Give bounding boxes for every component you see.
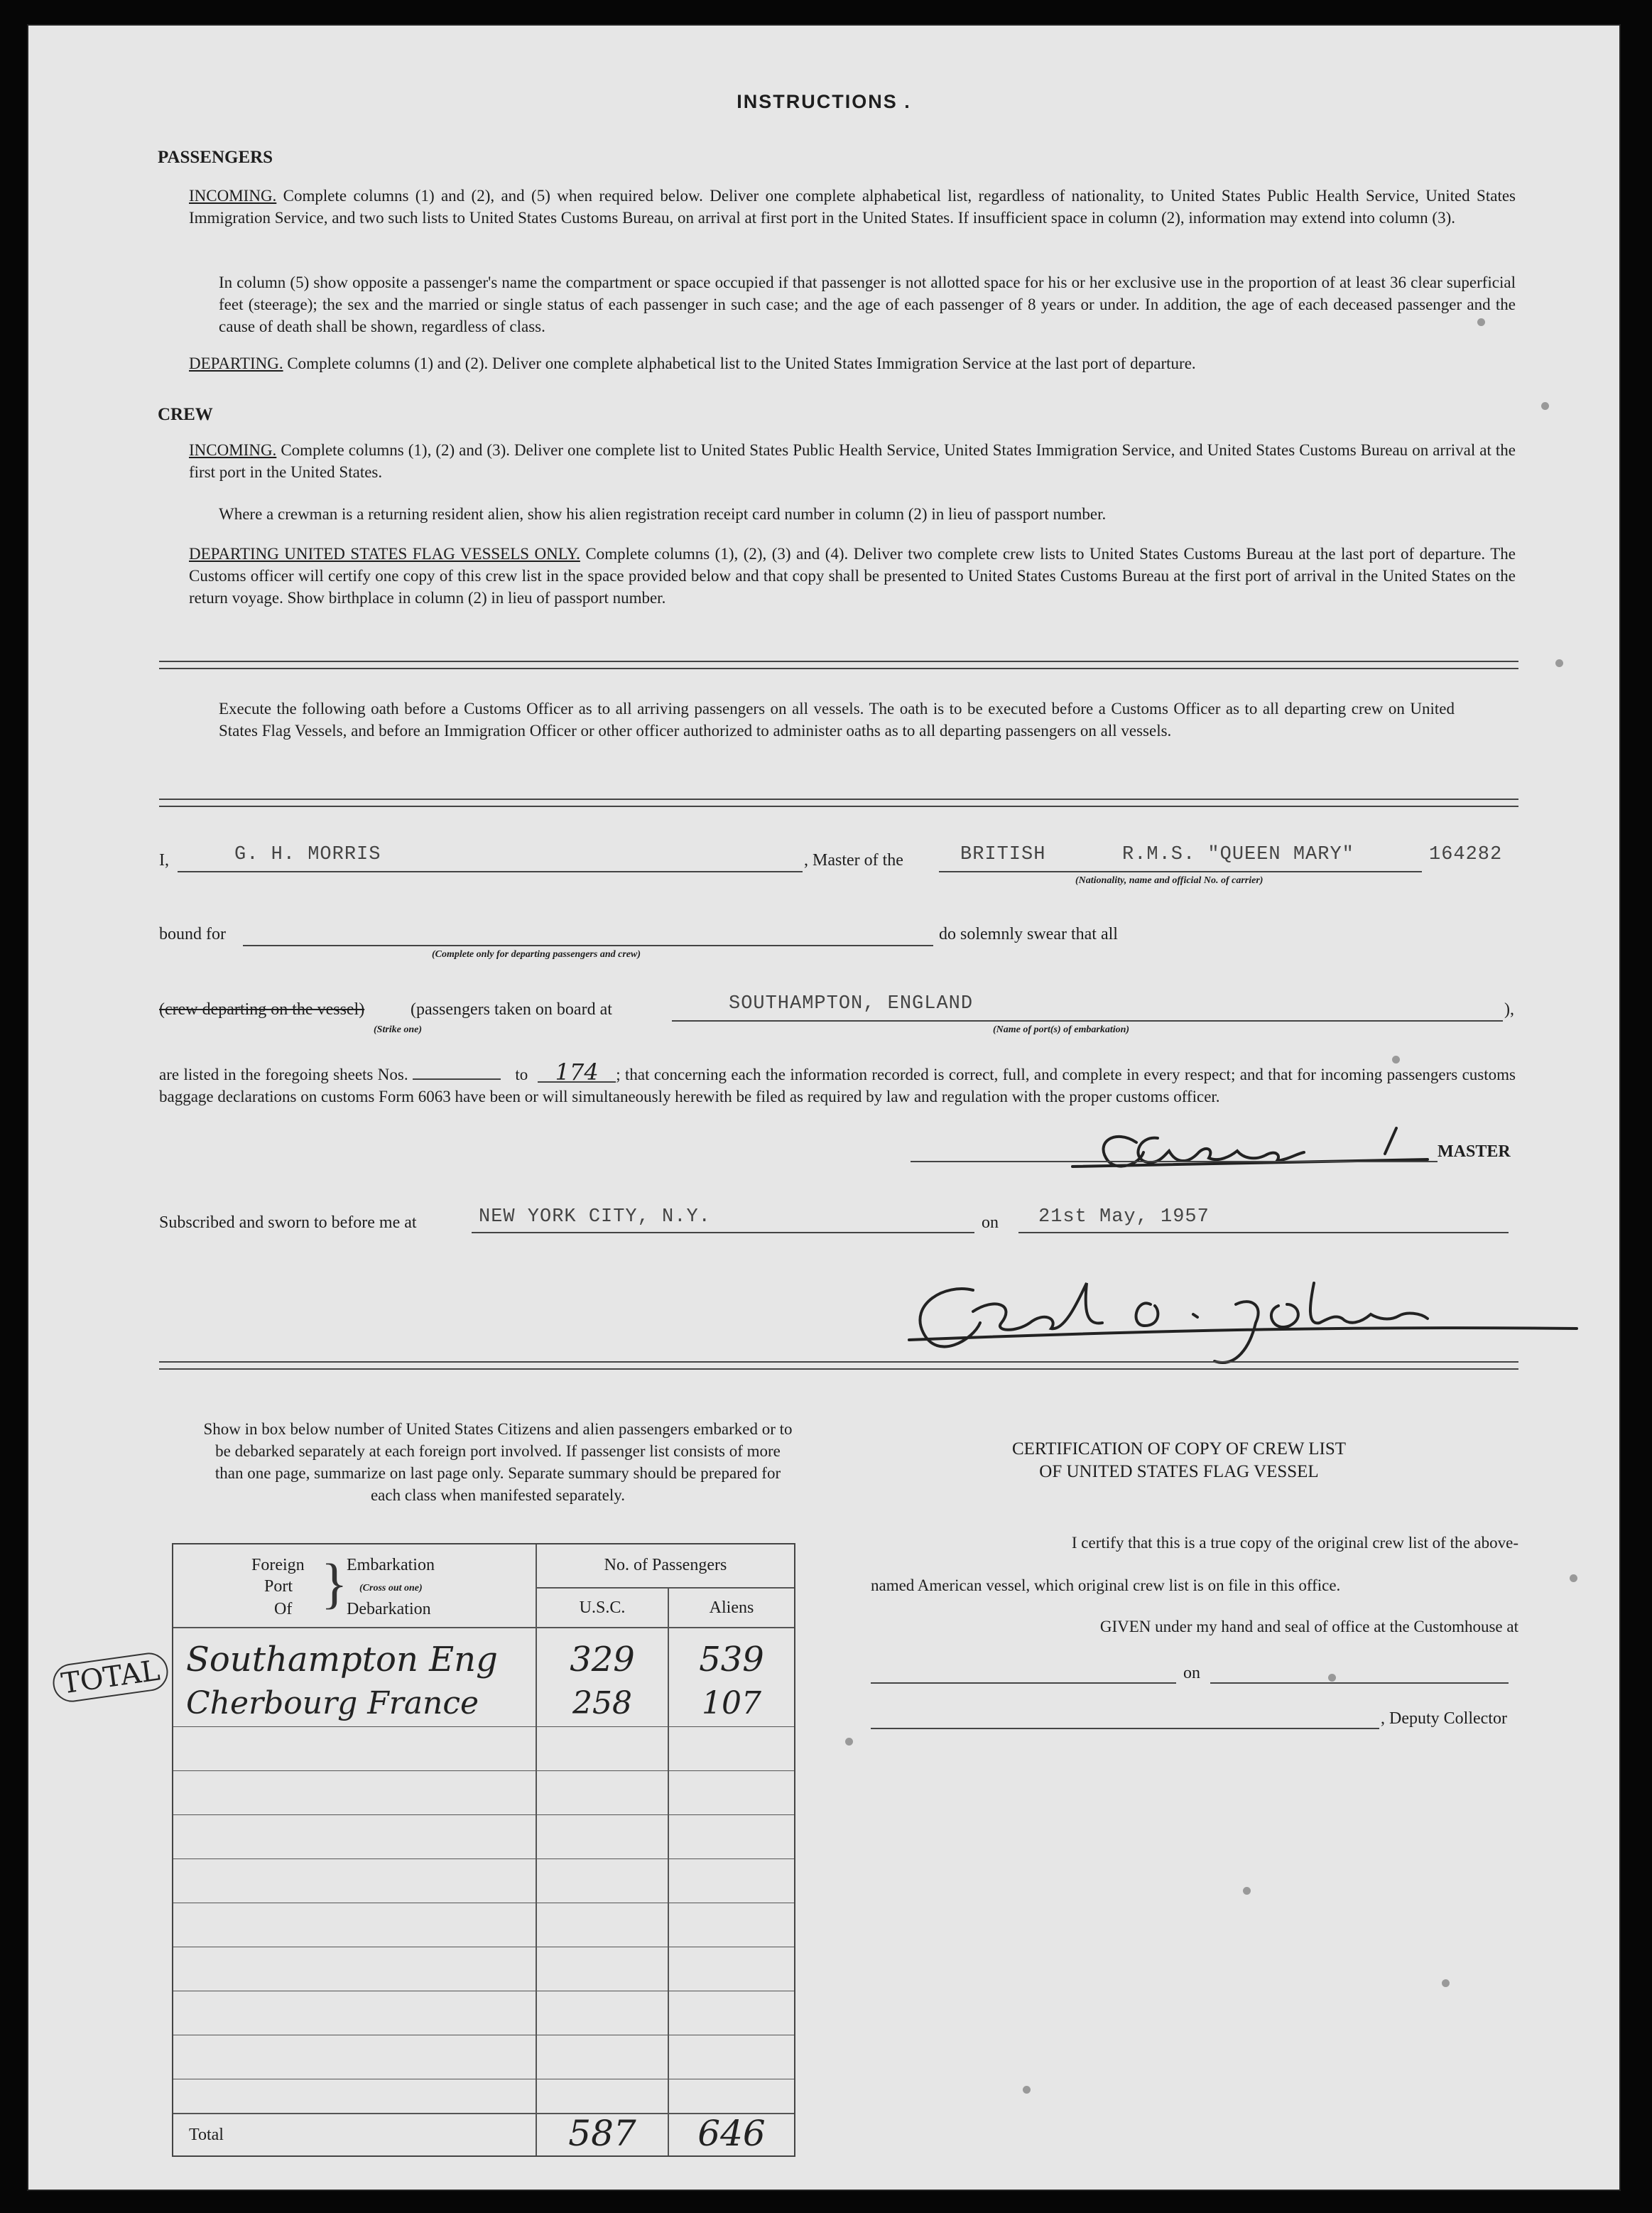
col-aliens-label: Aliens xyxy=(709,1598,754,1617)
margin-total-note: TOTAL xyxy=(50,1650,170,1704)
table-row-aliens: 107 xyxy=(702,1685,761,1721)
strike-caption: (Strike one) xyxy=(374,1024,423,1035)
scan-speck xyxy=(1328,1674,1336,1682)
scan-speck xyxy=(1442,1979,1450,1987)
cert-date-line xyxy=(1210,1682,1509,1684)
col-foreign-label: Foreign xyxy=(251,1556,305,1574)
oath-i-label: I, xyxy=(159,851,169,870)
port-field[interactable]: SOUTHAMPTON, ENGLAND xyxy=(729,993,974,1014)
nationality-field[interactable]: BRITISH xyxy=(960,844,1046,865)
master-of-label: , Master of the xyxy=(804,851,903,870)
bound-caption: (Complete only for departing passengers and crew) xyxy=(432,949,641,960)
divider xyxy=(159,668,1518,669)
carrier-caption: (Nationality, name and official No. of carrier) xyxy=(1075,875,1264,886)
scan-speck xyxy=(1243,1887,1251,1895)
sworn-place-field[interactable]: NEW YORK CITY, N.Y. xyxy=(479,1206,711,1228)
master-name-line xyxy=(178,871,803,872)
table-header-divider xyxy=(536,1587,794,1589)
table-rule xyxy=(173,1726,794,1727)
carrier-line xyxy=(939,871,1422,872)
departing-label: DEPARTING. xyxy=(189,355,283,372)
certification-text3: GIVEN under my hand and seal of office at the Customhouse at xyxy=(1099,1618,1518,1635)
passengers-departing xyxy=(189,352,1516,374)
swear-label: do solemnly swear that all xyxy=(939,925,1118,943)
passengers-incoming xyxy=(189,185,1516,229)
table-rule xyxy=(173,1858,794,1859)
scan-speck xyxy=(1023,2086,1031,2094)
crew-heading: CREW xyxy=(158,405,213,424)
crew-incoming xyxy=(189,439,1516,483)
summary-table xyxy=(172,1543,795,2157)
master-name-field[interactable]: G. H. MORRIS xyxy=(234,844,381,865)
crew-departing-text: Complete columns (1), (2), (3) and (4). Deliver two complete crew lists to United States Customs Bureau at the last port of departure. The Customs officer will certify one copy of this crew list in the space provided below and that copy shall be presented to United States Customs Bureau at the first port of arrival in the United States on the return voyage. Show birthplace in column (2) in lieu of passport number. xyxy=(189,545,1516,607)
sworn-on-label: on xyxy=(982,1213,999,1232)
incoming-label: INCOMING. xyxy=(189,187,277,205)
oath-intro: Execute the following oath before a Customs Officer as to all arriving passengers on all vessels. The oath is to be executed before a Customs Officer as to all departing crew on United States Flag Vessels, and before an Immigration Officer or other officer authorized to administer oaths as to all departing passengers on all vessels. xyxy=(219,700,1455,740)
crew-departing xyxy=(189,543,1516,609)
table-row-usc: 329 xyxy=(570,1640,635,1679)
col-passengers-label: No. of Passengers xyxy=(604,1556,727,1574)
embark-label: Embarkation xyxy=(347,1556,435,1574)
col-port-label: Port xyxy=(264,1577,293,1596)
table-row-port: Cherbourg France xyxy=(186,1685,479,1721)
deputy-line xyxy=(871,1728,1379,1729)
col-of-label: Of xyxy=(274,1600,293,1618)
incoming-text: Complete columns (1) and (2), and (5) when required below. Deliver one complete alphabetical list, regardless of nationality, to United States Public Health Service, United States Immigration Service, and two such lists to United States Customs Bureau, on arrival at first port in the United States. If insufficient space in column (2), information may extend into column (3). xyxy=(189,187,1516,227)
crew-incoming-text: Complete columns (1), (2) and (3). Deliver one complete list to United States Public Health Service, United States Immigration Service, and United States Customs Bureau on arrival at the first port in the United States. xyxy=(189,441,1516,481)
sheet-from-blank[interactable] xyxy=(413,1078,501,1080)
official-no-field[interactable]: 164282 xyxy=(1429,844,1503,865)
officer-signature xyxy=(881,1255,1591,1375)
scan-speck xyxy=(1570,1574,1577,1582)
summary-instructions: Show in box below number of United States Citizens and alien passengers embarked or to be debarked separately at each foreign port involved. If passenger list consists of more than one page, summarize on last page only. Separate summary should be prepared for each class when manifested separately. xyxy=(203,1420,793,1504)
passengers-heading: PASSENGERS xyxy=(158,148,273,167)
table-col-divider xyxy=(536,1544,537,2155)
close-paren: ), xyxy=(1504,1000,1514,1019)
oath-listed-paragraph xyxy=(159,1059,1516,1108)
listed-label: are listed in the foregoing sheets Nos. xyxy=(159,1066,408,1083)
page-title: INSTRUCTIONS . xyxy=(737,91,911,112)
master-signature xyxy=(1051,1114,1463,1178)
divider xyxy=(159,1361,1518,1363)
col-usc-label: U.S.C. xyxy=(579,1598,626,1617)
subscribed-label: Subscribed and sworn to before me at xyxy=(159,1213,417,1232)
certification-title xyxy=(909,1438,1449,1483)
certification-title-line2: OF UNITED STATES FLAG VESSEL xyxy=(1039,1462,1319,1481)
passengers-column5: In column (5) show opposite a passenger's name the compartment or space occupied if that passenger is not allotted space for his or her exclusive use in the proportion of at least 36 clear superficial feet (steerage); the sex and the married or single status of each passenger in such case; and the age of each passenger of 8 years or under. In addition, the age of each deceased passenger and the cause of death shall be shown, regardless of class. xyxy=(219,274,1516,335)
bound-for-line xyxy=(243,945,933,946)
cross-out-caption: (Cross out one) xyxy=(359,1583,423,1594)
crew-incoming-label: INCOMING. xyxy=(189,441,277,459)
table-row-usc: 258 xyxy=(572,1685,632,1721)
port-caption: (Name of port(s) of embarkation) xyxy=(993,1024,1130,1035)
total-label: Total xyxy=(189,2126,224,2144)
table-row-port: Southampton Eng xyxy=(186,1640,498,1679)
debark-label: Debarkation xyxy=(347,1600,431,1618)
sworn-place-line xyxy=(472,1232,974,1233)
taken-label: (passengers taken on board at xyxy=(411,1000,612,1019)
table-header-rule xyxy=(173,1627,794,1628)
divider xyxy=(159,806,1518,807)
certification-text1: I certify that this is a true copy of the original crew list of the above- xyxy=(1071,1534,1518,1552)
certification-title-line1: CERTIFICATION OF COPY OF CREW LIST xyxy=(1011,1439,1347,1459)
brace-icon: } xyxy=(321,1552,348,1614)
bound-for-label: bound for xyxy=(159,925,226,943)
scan-speck xyxy=(845,1738,853,1746)
total-usc: 587 xyxy=(568,2113,636,2154)
crew-departing-label: DEPARTING UNITED STATES FLAG VESSELS ONLY. xyxy=(189,545,580,563)
table-rule xyxy=(173,1814,794,1815)
divider xyxy=(159,799,1518,800)
listed-rest: ; that concerning each the information recorded is correct, full, and complete in every respect; and that for incoming passengers customs baggage declarations on customs Form 6063 have been or will simultaneously herewith be filed as required by law and regulation with the proper customs officer. xyxy=(159,1066,1516,1105)
strike-text: (crew departing on the vessel) xyxy=(159,1000,365,1019)
sworn-date-field[interactable]: 21st May, 1957 xyxy=(1038,1206,1210,1228)
scan-speck xyxy=(1555,659,1563,667)
table-rule xyxy=(173,1770,794,1771)
vessel-field[interactable]: R.M.S. "QUEEN MARY" xyxy=(1122,844,1354,865)
divider xyxy=(159,661,1518,662)
departing-text: Complete columns (1) and (2). Deliver one complete alphabetical list to the United States Immigration Service at the last port of departure. xyxy=(283,355,1196,372)
master-label: MASTER xyxy=(1438,1142,1511,1161)
total-aliens: 646 xyxy=(697,2113,766,2154)
crew-resident: Where a crewman is a returning resident alien, show his alien registration receipt card number in column (2) in lieu of passport number. xyxy=(219,505,1107,523)
scan-speck xyxy=(1541,402,1549,410)
to-label: to xyxy=(515,1066,528,1083)
divider xyxy=(159,1368,1518,1370)
certification-on-label: on xyxy=(1183,1664,1200,1682)
table-row-aliens: 539 xyxy=(699,1640,764,1679)
sheet-to-field[interactable]: 174 xyxy=(538,1063,616,1083)
manifest-page xyxy=(27,24,1621,2191)
certification-text2: named American vessel, which original crew list is on file in this office. xyxy=(871,1576,1341,1594)
deputy-label: , Deputy Collector xyxy=(1381,1709,1507,1728)
master-signature-line xyxy=(911,1161,1438,1162)
sworn-date-line xyxy=(1018,1232,1509,1233)
customhouse-line xyxy=(871,1682,1176,1684)
port-line xyxy=(672,1020,1503,1022)
